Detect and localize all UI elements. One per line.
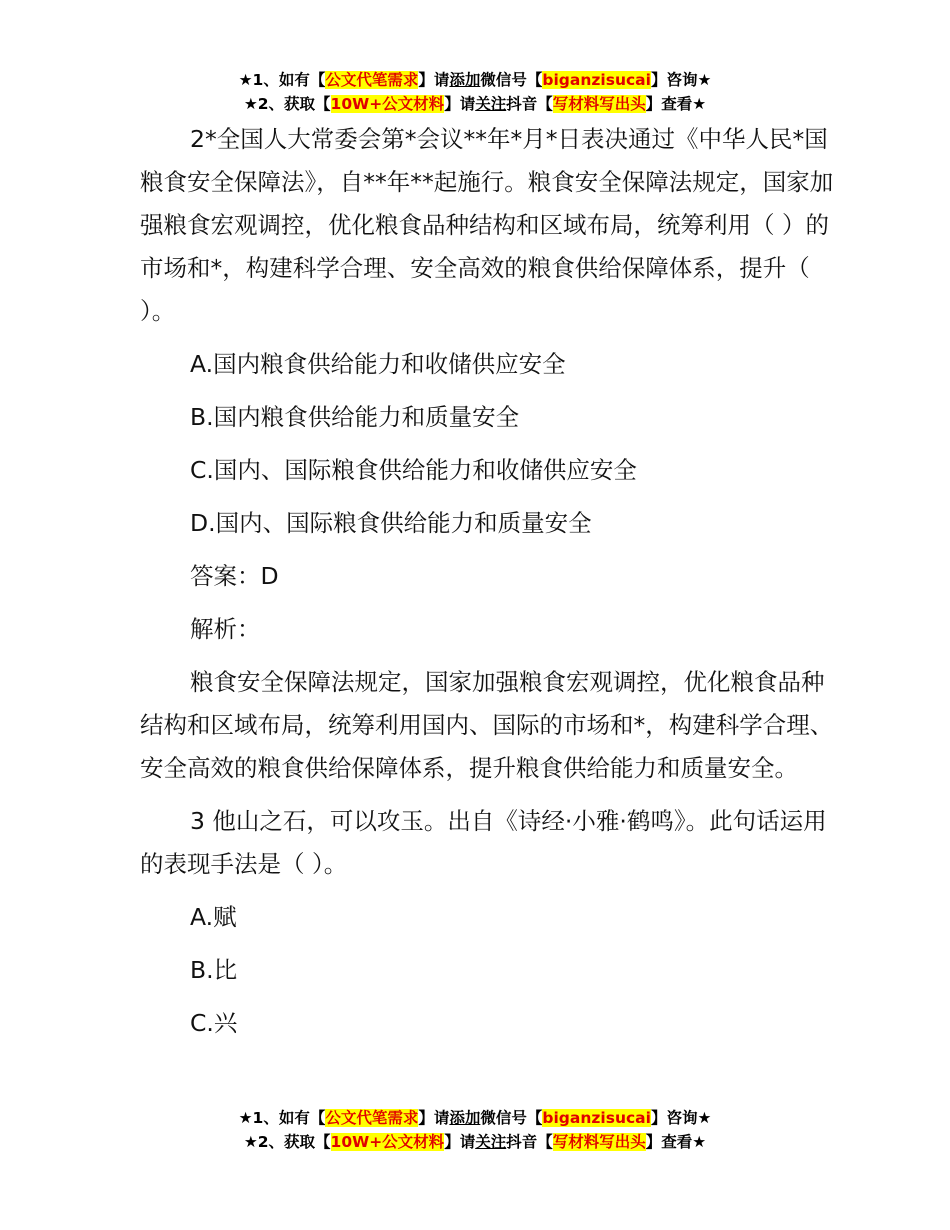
banner-text: 微信号【 — [480, 1109, 543, 1127]
banner-highlight: biganzisucai — [542, 1109, 651, 1127]
banner-line-2 — [0, 92, 950, 116]
banner-line-1 — [0, 68, 950, 92]
banner-text: 】请 — [418, 71, 450, 89]
question-2-option-b: B.国内粮食供给能力和质量安全 — [190, 403, 520, 431]
banner-highlight: 写材料写出头 — [552, 95, 646, 113]
question-2-option-c: C.国内、国际粮食供给能力和收储供应安全 — [190, 456, 637, 484]
banner-text: ★2、获取【 — [243, 1133, 331, 1151]
banner-text: 】请 — [444, 1133, 476, 1151]
banner-text: 】咨询★ — [650, 71, 712, 89]
banner-text: 抖音【 — [506, 95, 553, 113]
banner-text: ★1、如有【 — [238, 1109, 326, 1127]
banner-highlight: 10W+公文材料 — [330, 1133, 445, 1151]
banner-highlight: 公文代笔需求 — [325, 71, 419, 89]
banner-text: 微信号【 — [480, 71, 543, 89]
question-2-answer: 答案：D — [190, 562, 279, 590]
banner-underlined: 关注 — [475, 1133, 507, 1151]
document-body — [140, 118, 840, 1045]
banner-highlight: 10W+公文材料 — [330, 95, 445, 113]
banner-text: 】请 — [444, 95, 476, 113]
question-3-option-a: A.赋 — [190, 903, 237, 931]
banner-text: 】查看★ — [645, 95, 707, 113]
banner-underlined: 添加 — [449, 71, 481, 89]
question-2-option-d: D.国内、国际粮食供给能力和质量安全 — [190, 509, 592, 537]
header-banner — [0, 68, 950, 116]
question-3-stem: 3 他山之石，可以攻玉。出自《诗经·小雅·鹤鸣》。此句话运用的表现手法是（ ）。 — [140, 807, 827, 878]
banner-underlined: 添加 — [449, 1109, 481, 1127]
banner-text: ★2、获取【 — [243, 95, 331, 113]
question-3-option-c: C.兴 — [190, 1009, 238, 1037]
footer-banner — [0, 1106, 950, 1154]
banner-line-2 — [0, 1130, 950, 1154]
question-2-option-a: A.国内粮食供给能力和收储供应安全 — [190, 350, 566, 378]
banner-underlined: 关注 — [475, 95, 507, 113]
question-2-analysis-label: 解析： — [190, 615, 261, 643]
banner-highlight: biganzisucai — [542, 71, 651, 89]
banner-text: 】请 — [418, 1109, 450, 1127]
banner-highlight: 写材料写出头 — [552, 1133, 646, 1151]
banner-text: ★1、如有【 — [238, 71, 326, 89]
banner-text: 】查看★ — [645, 1133, 707, 1151]
banner-text: 】咨询★ — [650, 1109, 712, 1127]
question-2-analysis: 粮食安全保障法规定，国家加强粮食宏观调控，优化粮食品种结构和区域布局，统筹利用国内、国际的市场和*，构建科学合理、安全高效的粮食供给保障体系，提升粮食供给能力和质量安全。 — [140, 668, 834, 782]
banner-highlight: 公文代笔需求 — [325, 1109, 419, 1127]
banner-line-1 — [0, 1106, 950, 1130]
question-3-option-b: B.比 — [190, 956, 238, 984]
question-2-stem: 2*全国人大常委会第*会议**年*月*日表决通过《中华人民*国粮食安全保障法》，自**年**起施行。粮食安全保障法规定，国家加强粮食宏观调控，优化粮食品种结构和区域布局，统筹利用（ ）的市场和*，构建科学合理、安全高效的粮食供给保障体系，提升（ ）。 — [140, 125, 834, 325]
banner-text: 抖音【 — [506, 1133, 553, 1151]
